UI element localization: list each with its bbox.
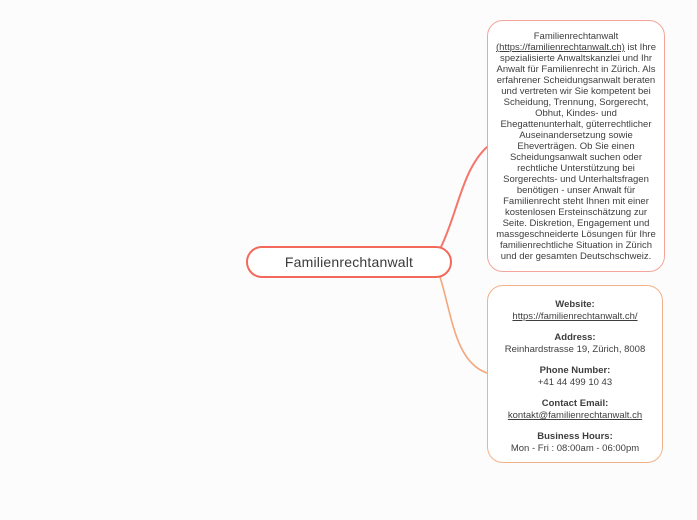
- contact-field-hours: [494, 431, 656, 455]
- email-label: Contact Email:: [541, 398, 609, 409]
- address-value: Reinhardstrasse 19, Zürich, 8008: [504, 344, 646, 355]
- contact-field-address: [494, 332, 656, 356]
- website-link[interactable]: https://familienrechtanwalt.ch/: [512, 311, 638, 322]
- description-website-link[interactable]: (https://familienrechtanwalt.ch): [496, 42, 625, 53]
- business-hours-label: Business Hours:: [537, 431, 613, 442]
- description-text-before: Familienrechtanwalt: [533, 31, 619, 42]
- description-node[interactable]: [487, 20, 665, 272]
- root-node[interactable]: [246, 246, 452, 278]
- contact-field-website: [494, 299, 656, 323]
- connector-root-to-contact: [440, 277, 487, 373]
- address-label: Address:: [554, 332, 596, 343]
- phone-value: +41 44 499 10 43: [537, 377, 613, 388]
- root-node-label: Familienrechtanwalt: [284, 254, 414, 270]
- contact-field-email: [494, 398, 656, 422]
- website-label: Website:: [555, 299, 595, 310]
- description-text-after: ist Ihre spezialisierte Anwaltskanzlei und Ihr Anwalt für Familienrecht in Zürich. Als erfahrener Scheidungsanwalt beraten und vertreten wir Sie kompetent bei Scheidung, Trennung, Sorgerecht, Obhut, Kindes- und Ehegattenunterhalt, güterrechtlicher Auseinandersetzung sowie Eheverträgen. Ob Sie einen Scheidungsanwalt suchen oder rechtliche Unterstützung bei Sorgerechts- und Unterhaltsfragen benötigen - unser Anwalt für Familienrecht steht Ihnen mit einer kostenlosen Ersteinschätzung zur Seite. Diskretion, Engagement und massgeschneiderte Lösungen für Ihre familienrechtliche Situation in Zürich und der gesamten Deutschschweiz.: [496, 42, 656, 262]
- phone-label: Phone Number:: [539, 365, 611, 376]
- contact-node[interactable]: [487, 285, 663, 463]
- contact-field-phone: [494, 365, 656, 389]
- business-hours-value: Mon - Fri : 08:00am - 06:00pm: [510, 443, 640, 454]
- connector-root-to-description: [441, 147, 487, 247]
- email-link[interactable]: kontakt@familienrechtanwalt.ch: [507, 410, 643, 421]
